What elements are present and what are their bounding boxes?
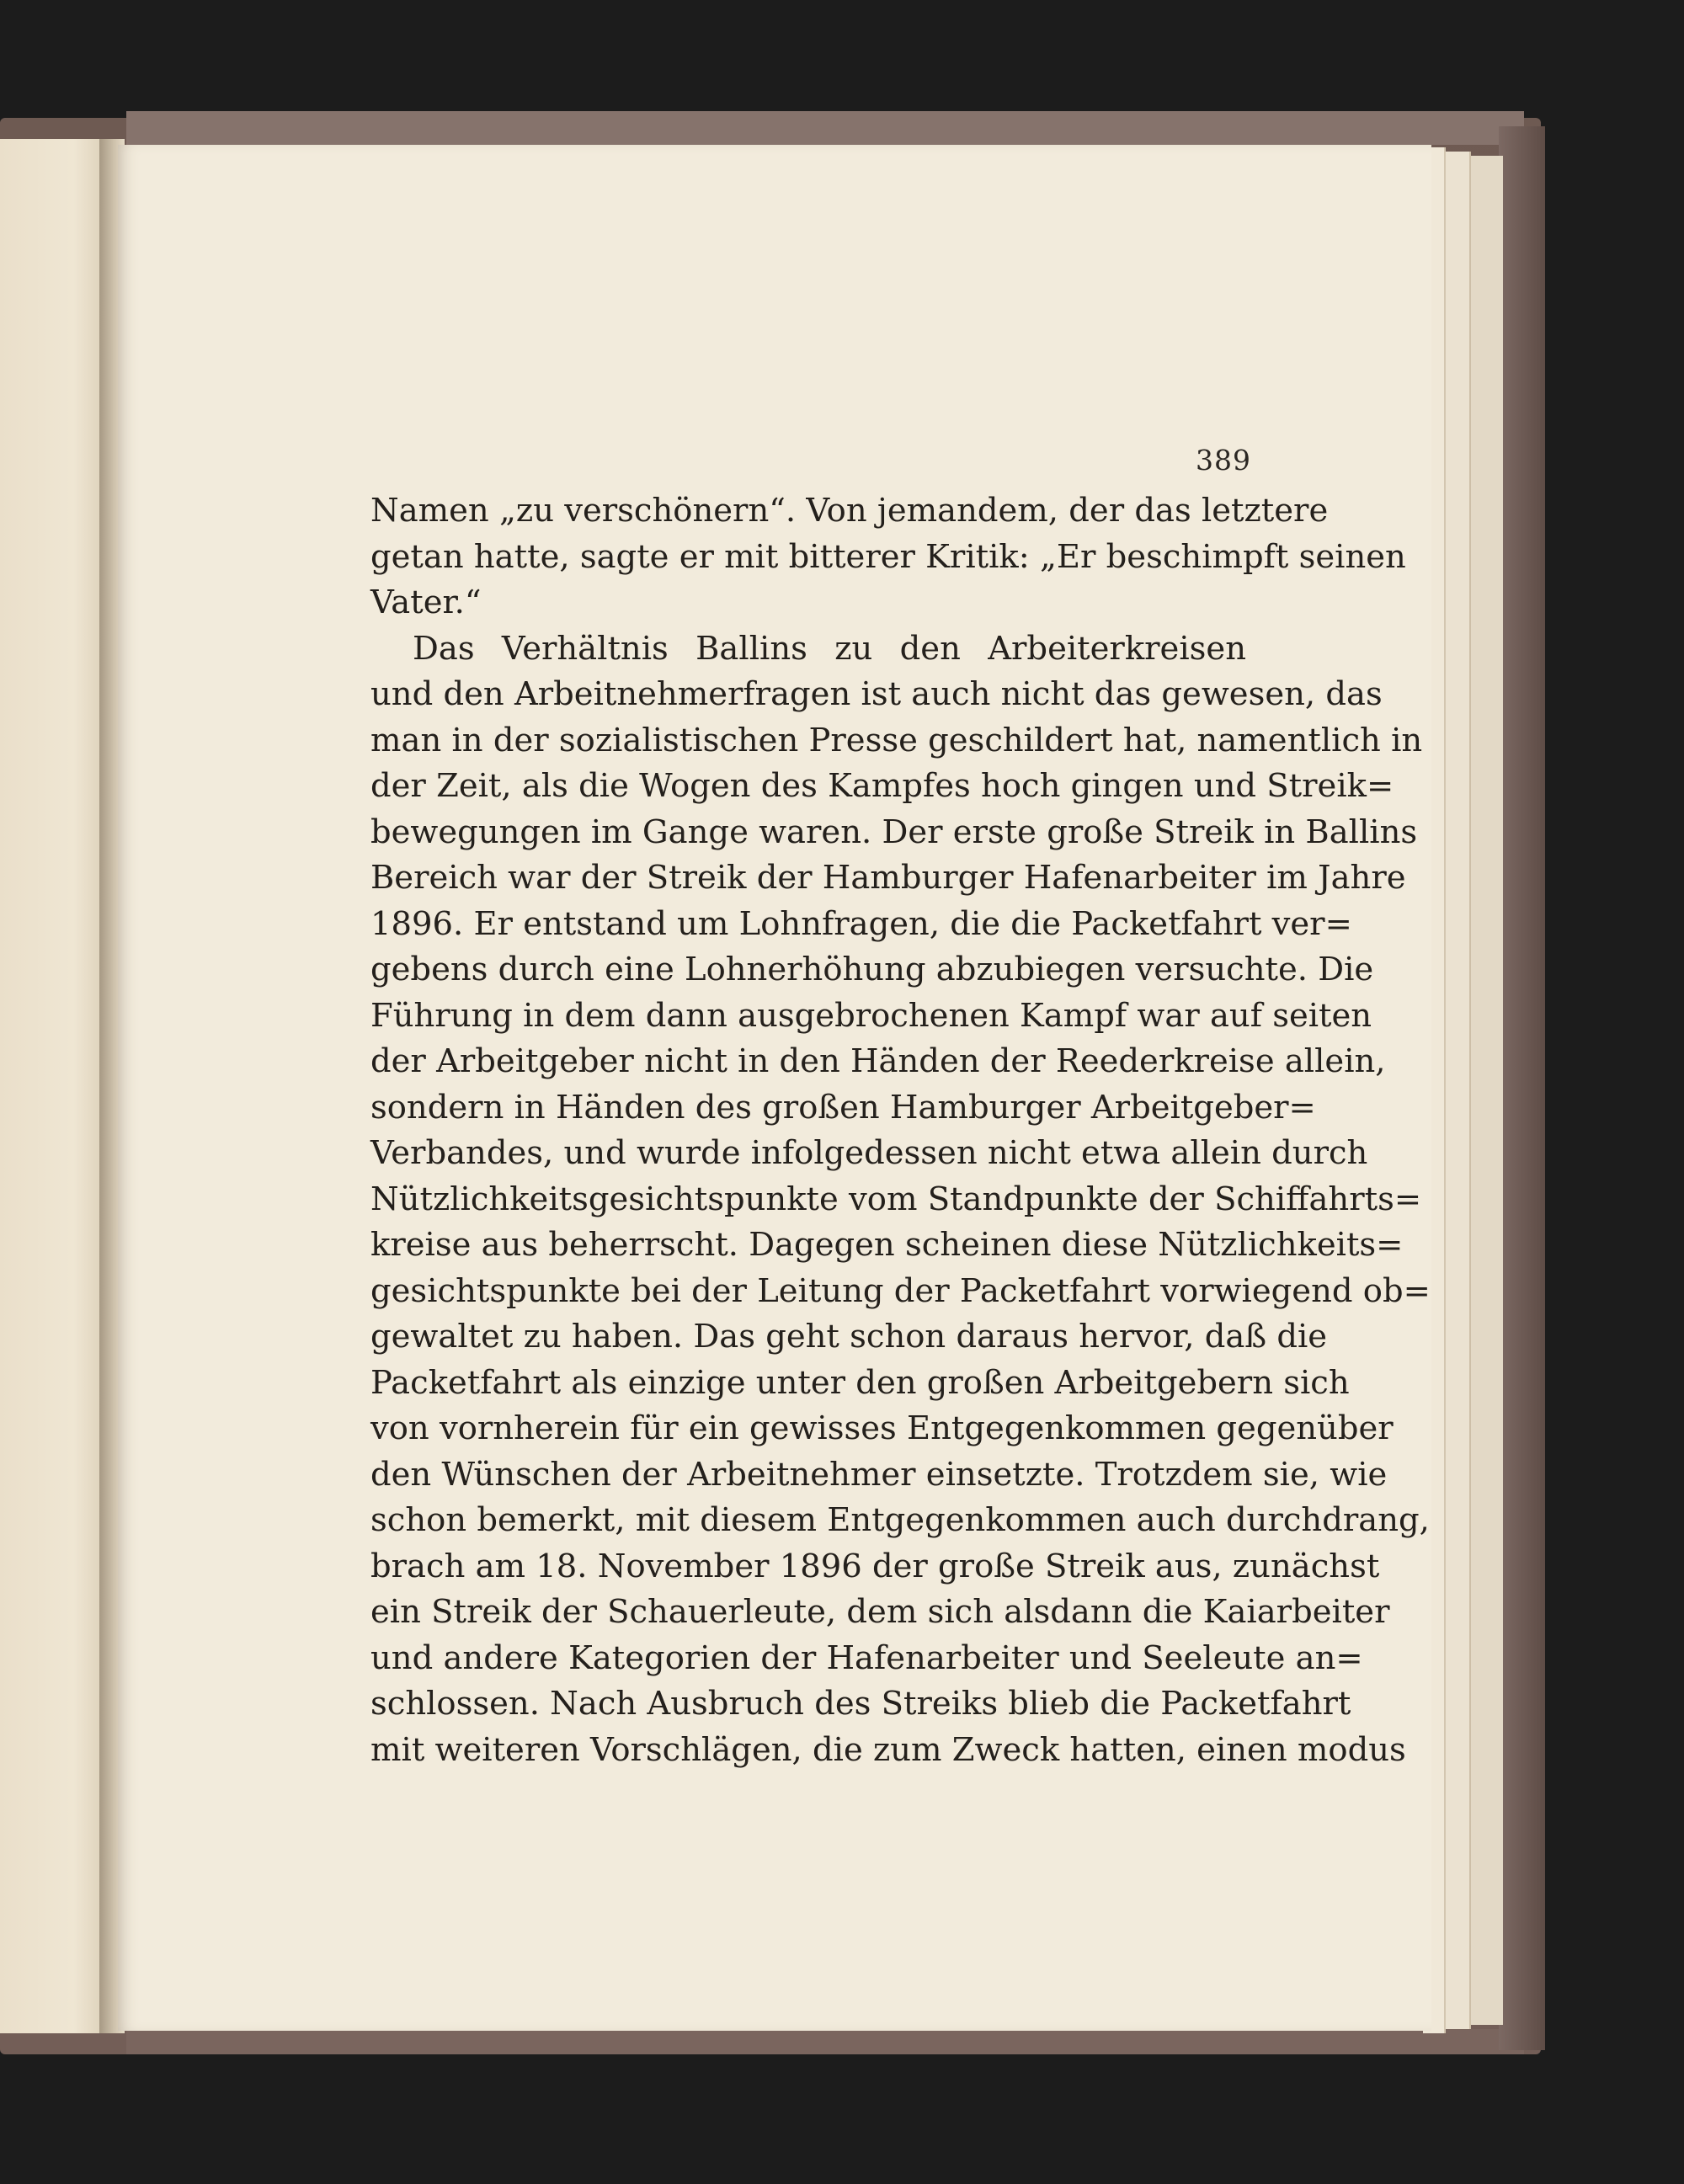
text-line: Packetfahrt als einzige unter den großen Arbeitgebern sich [370,1363,1350,1402]
text-line: 1896. Er entstand um Lohnfragen, die die Packetfahrt ver= [370,904,1352,943]
text-line: der Arbeitgeber nicht in den Händen der Reederkreise allein, [370,1042,1386,1080]
text-line: kreise aus beherrscht. Dagegen scheinen diese Nützlichkeits= [370,1226,1404,1264]
text-line: Das Verhältnis Ballins zu den Arbeiterkreisen [413,629,1246,668]
text-line: bewegungen im Gange waren. Der erste große Streik in Ballins [370,812,1418,851]
text-line: schon bemerkt, mit diesem Entgegenkommen auch durchdrang, [370,1501,1430,1539]
cover-top-edge [126,111,1524,145]
text-line: den Wünschen der Arbeitnehmer einsetzte. Trotzdem sie, wie [370,1455,1388,1494]
text-line: gebens durch eine Lohnerhöhung abzubiegen versuchte. Die [370,951,1374,988]
text-line: schlossen. Nach Ausbruch des Streiks blieb die Packetfahrt [370,1685,1351,1723]
text-line: Bereich war der Streik der Hamburger Hafenarbeiter im Jahre [370,859,1406,897]
text-line: Vater.“ [370,583,482,621]
text-line: Verbandes, und wurde infolgedessen nicht etwa allein durch [370,1134,1368,1172]
text-line: Führung in dem dann ausgebrochenen Kampf war auf seiten [370,996,1372,1035]
text-line: von vornherein für ein gewisses Entgegenkommen gegenüber [370,1409,1394,1447]
text-line: ein Streik der Schauerleute, dem sich alsdann die Kaiarbeiter [370,1593,1390,1631]
page-number: 389 [1196,444,1251,477]
book-page [118,145,1431,2031]
text-line: und den Arbeitnehmerfragen ist auch nicht das gewesen, das [370,675,1383,713]
text-line: Namen „zu verschönern“. Von jemandem, der das letztere [370,492,1329,530]
text-line: gewaltet zu haben. Das geht schon daraus hervor, daß die [370,1318,1328,1356]
text-line: Nützlichkeitsgesichtspunkte vom Standpunkte der Schiffahrts= [370,1180,1422,1218]
text-line: brach am 18. November 1896 der große Streik aus, zunächst [370,1547,1380,1585]
text-line: sondern in Händen des großen Hamburger Arbeitgeber= [370,1088,1316,1127]
cover-bottom-edge [126,2029,1524,2054]
cover-right-edge [1499,126,1545,2050]
body-text [370,488,1431,1773]
text-line: man in der sozialistischen Presse geschildert hat, namentlich in [370,721,1423,759]
text-line: der Zeit, als die Wogen des Kampfes hoch gingen und Streik= [370,767,1394,805]
text-line: gesichtspunkte bei der Leitung der Packetfahrt vorwiegend ob= [370,1271,1431,1310]
left-facing-page [0,139,105,2033]
text-line: mit weiteren Vorschlägen, die zum Zweck hatten, einen modus [370,1730,1406,1769]
text-line: und andere Kategorien der Hafenarbeiter und Seeleute an= [370,1638,1363,1677]
text-line: getan hatte, sagte er mit bitterer Kritik: „Er beschimpft seinen [370,537,1406,576]
